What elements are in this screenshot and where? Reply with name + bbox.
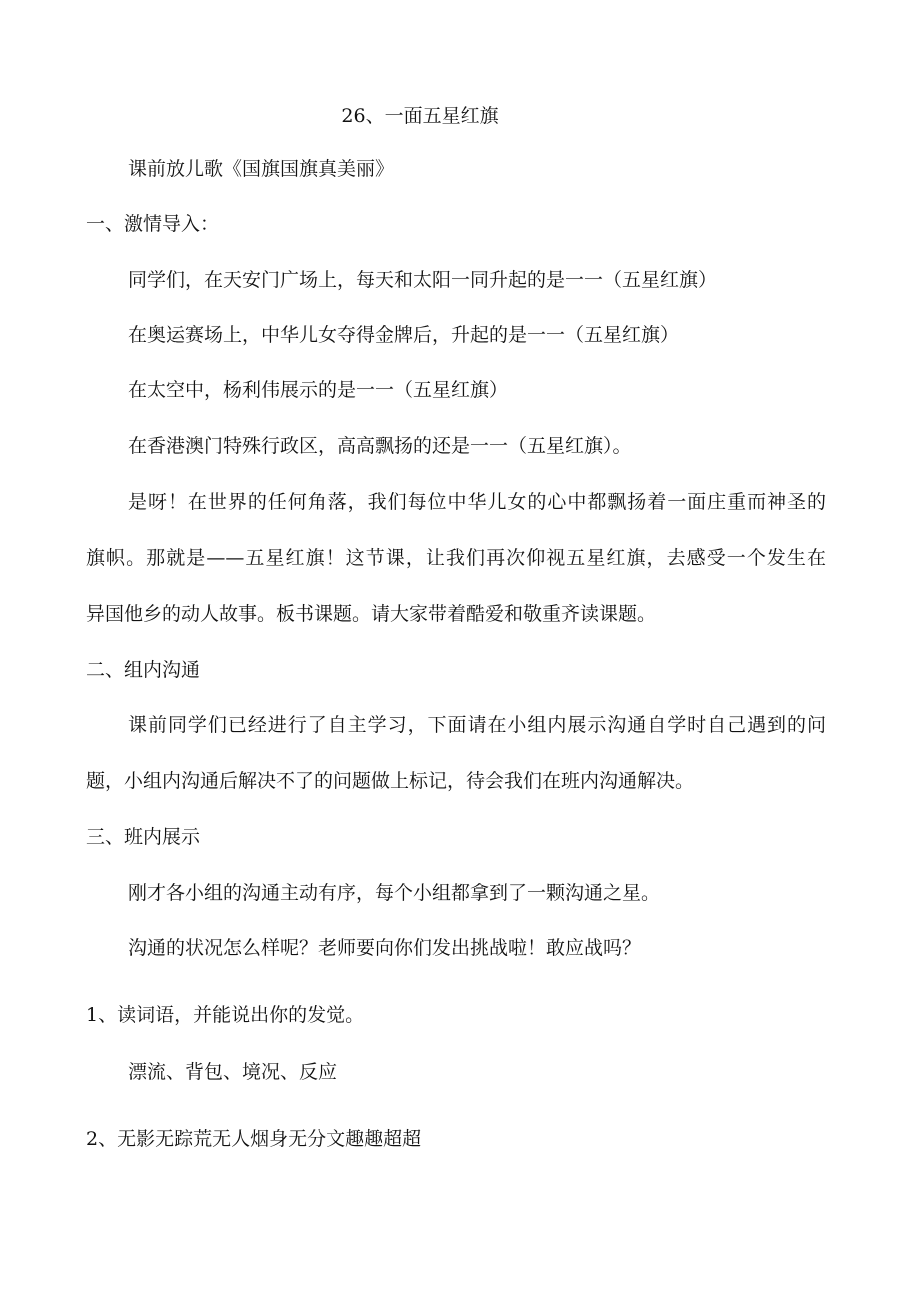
group-paragraph-line-1: 课前同学们已经进行了自主学习，下面请在小组内展示沟通自学时自己遇到的问 xyxy=(128,714,826,736)
section-heading-group: 二、组内沟通 xyxy=(86,659,201,681)
section-heading-intro: 一、激情导入： xyxy=(86,213,220,235)
intro-line-4: 在香港澳门特殊行政区，高高飘扬的还是一一（五星红旗）。 xyxy=(128,435,632,457)
intro-paragraph-line-2: 旗帜。那就是——五星红旗！这节课，让我们再次仰视五星红旗，去感受一个发生在 xyxy=(86,547,826,569)
intro-paragraph-line-1: 是呀！在世界的任何角落，我们每位中华儿女的心中都飘扬着一面庄重而神圣的 xyxy=(128,491,826,513)
intro-paragraph-line-3: 异国他乡的动人故事。板书课题。请大家带着酷爱和敬重齐读课题。 xyxy=(86,603,657,625)
intro-line-1: 同学们，在天安门广场上，每天和太阳一同升起的是一一（五星红旗） xyxy=(128,269,718,291)
item-1-words: 漂流、背包、境况、反应 xyxy=(128,1061,338,1083)
intro-line-2: 在奥运赛场上，中华儿女夺得金牌后，升起的是一一（五星红旗） xyxy=(128,324,680,346)
group-paragraph-line-2: 题，小组内沟通后解决不了的问题做上标记，待会我们在班内沟通解决。 xyxy=(86,770,695,792)
intro-line-3: 在太空中，杨利伟展示的是一一（五星红旗） xyxy=(128,379,509,401)
item-2-heading: 2、无影无踪荒无人烟身无分文趣趣超超 xyxy=(86,1128,422,1150)
document-title: 26、一面五星红旗 xyxy=(341,105,499,127)
class-line-1: 刚才各小组的沟通主动有序，每个小组都拿到了一颗沟通之星。 xyxy=(128,882,661,904)
section-heading-class: 三、班内展示 xyxy=(86,826,201,848)
pre-class-note: 课前放儿歌《国旗国旗真美丽》 xyxy=(128,158,395,180)
class-line-2: 沟通的状况怎么样呢？老师要向你们发出挑战啦！敢应战吗？ xyxy=(128,937,642,959)
item-1-heading: 1、读词语，并能说出你的发觉。 xyxy=(86,1004,365,1026)
